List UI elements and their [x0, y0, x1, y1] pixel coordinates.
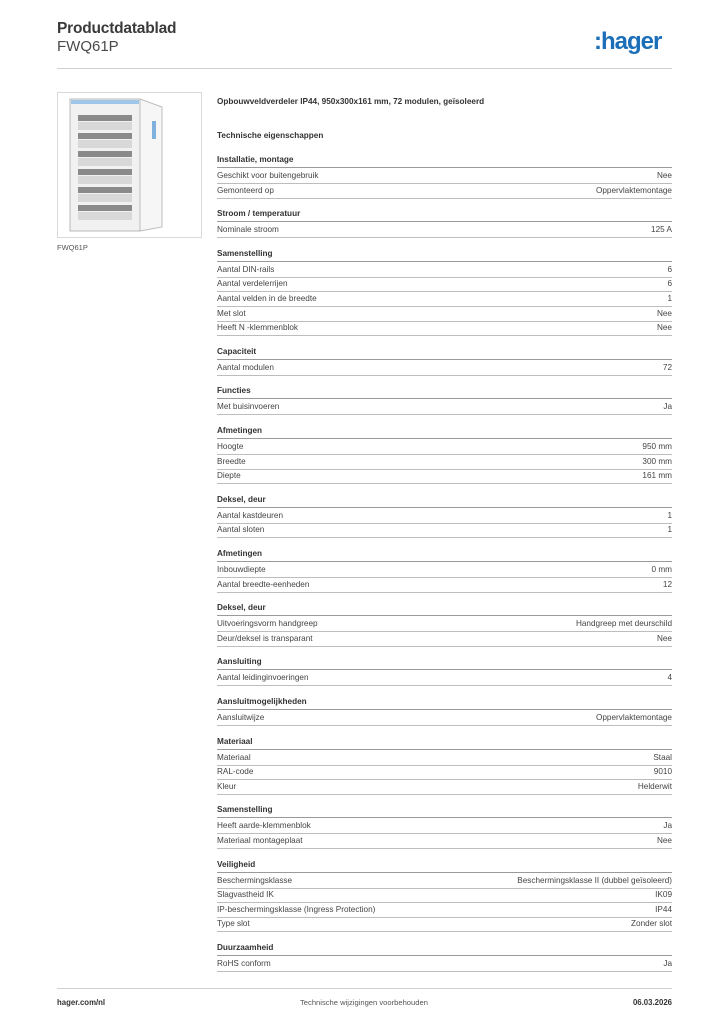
spec-label: Breedte: [217, 456, 246, 466]
spec-label: Aantal breedte-eenheden: [217, 579, 310, 589]
section-title: Veiligheid: [217, 859, 256, 869]
section-divider: [217, 507, 672, 508]
spec-value: 6: [667, 279, 672, 289]
spec-row: [217, 470, 672, 484]
spec-value: 1: [667, 510, 672, 520]
section-divider: [217, 359, 672, 360]
spec-label: Met buisinvoeren: [217, 402, 280, 412]
spec-label: Aantal kastdeuren: [217, 510, 283, 520]
spec-row: [217, 564, 672, 578]
spec-value: Handgreep met deurschild: [575, 619, 672, 629]
spec-label: Deur/deksel is transparant: [217, 633, 313, 643]
spec-row: [217, 510, 672, 524]
section-divider: [217, 438, 672, 439]
spec-row: [217, 170, 672, 184]
spec-row: [217, 618, 672, 632]
spec-value: Staal: [653, 752, 672, 762]
section-divider: [217, 221, 672, 222]
header-divider: [57, 68, 672, 69]
spec-label: Uitvoeringsvorm handgreep: [217, 619, 318, 629]
spec-value: Ja: [663, 402, 672, 412]
spec-row: [217, 712, 672, 726]
product-description: Opbouwveldverdeler IP44, 950x300x161 mm, 72 modulen, geïsoleerd: [217, 97, 485, 106]
spec-value: 1: [667, 294, 672, 303]
footer-notice: Technische wijzigingen voorbehouden: [300, 998, 428, 1007]
section-divider: [217, 709, 672, 710]
spec-row: [217, 835, 672, 849]
spec-label: Beschermingsklasse: [217, 875, 293, 885]
section-title: Stroom / temperatuur: [217, 209, 301, 219]
spec-label: Hoogte: [217, 442, 244, 451]
section-divider: [217, 872, 672, 873]
spec-value: Helderwit: [637, 781, 672, 791]
spec-row: [217, 904, 672, 918]
section-divider: [217, 167, 672, 168]
spec-label: Aantal leidinginvoeringen: [217, 673, 309, 683]
product-code: FWQ61P: [57, 38, 119, 55]
spec-row: [217, 456, 672, 470]
spec-row: [217, 579, 672, 593]
spec-value: IP44: [655, 904, 672, 914]
spec-label: Aantal verdelerrijen: [217, 279, 288, 289]
spec-value: 125 A: [651, 225, 672, 235]
spec-row: [217, 633, 672, 647]
spec-row: [217, 264, 672, 278]
spec-label: Gemonteerd op: [217, 185, 274, 195]
spec-row: [217, 362, 672, 376]
section-title: Installatie, montage: [217, 155, 294, 164]
footer-divider: [57, 988, 672, 989]
spec-value: Nee: [656, 171, 672, 180]
section-divider: [217, 398, 672, 399]
spec-value: Nee: [656, 323, 672, 333]
section-title: Materiaal: [217, 736, 253, 746]
spec-row: [217, 820, 672, 834]
spec-row: [217, 766, 672, 780]
spec-value: Beschermingsklasse II (dubbel geïsoleerd): [517, 875, 672, 885]
spec-label: Aantal velden in de breedte: [217, 294, 317, 303]
spec-label: Met slot: [217, 308, 246, 318]
section-title: Afmetingen: [217, 426, 263, 435]
section-title: Deksel, deur: [217, 494, 266, 504]
spec-label: RAL-code: [217, 767, 254, 777]
spec-value: Nee: [656, 836, 672, 845]
section-title: Aansluitmogelijkheden: [217, 697, 307, 706]
spec-row: [217, 958, 672, 972]
section-divider: [217, 749, 672, 750]
spec-value: IK09: [655, 890, 672, 900]
spec-label: RoHS conform: [217, 959, 271, 968]
spec-value: Nee: [656, 308, 672, 318]
spec-value: 161 mm: [642, 471, 672, 481]
section-title: Duurzaamheid: [217, 943, 274, 952]
section-divider: [217, 261, 672, 262]
spec-value: 300 mm: [642, 456, 672, 466]
spec-label: Kleur: [217, 781, 237, 791]
spec-label: Inbouwdiepte: [217, 565, 266, 574]
spec-value: Oppervlaktemontage: [595, 185, 672, 195]
section-title: Capaciteit: [217, 346, 257, 356]
cabinet-illustration: [58, 93, 201, 237]
spec-row: [217, 752, 672, 766]
spec-label: Aantal DIN-rails: [217, 264, 275, 274]
product-image: [57, 92, 202, 238]
section-divider: [217, 615, 672, 616]
spec-label: Aantal modulen: [217, 362, 274, 372]
section-title: Samenstelling: [217, 248, 273, 258]
spec-label: Geschikt voor buitengebruik: [217, 171, 319, 180]
spec-label: Heeft aarde-klemmenblok: [217, 821, 311, 831]
spec-value: 72: [662, 362, 672, 372]
section-divider: [217, 817, 672, 818]
image-caption: FWQ61P: [57, 243, 88, 252]
spec-row: [217, 918, 672, 932]
spec-label: Nominale stroom: [217, 225, 279, 235]
spec-value: 9010: [653, 767, 672, 777]
spec-row: [217, 401, 672, 415]
spec-label: Diepte: [217, 471, 241, 481]
spec-value: 950 mm: [642, 442, 672, 451]
spec-value: Ja: [663, 821, 672, 831]
spec-row: [217, 889, 672, 903]
spec-value: Zonder slot: [631, 919, 672, 929]
spec-label: Slagvastheid IK: [217, 890, 274, 900]
section-divider: [217, 669, 672, 670]
spec-row: [217, 308, 672, 322]
spec-row: [217, 322, 672, 336]
spec-label: Aansluitwijze: [217, 713, 265, 722]
footer-date: 06.03.2026: [632, 998, 672, 1007]
spec-row: [217, 278, 672, 292]
spec-row: [217, 672, 672, 686]
section-title: Functies: [217, 386, 251, 396]
spec-label: Type slot: [217, 919, 250, 929]
spec-value: Nee: [656, 633, 672, 643]
section-divider: [217, 561, 672, 562]
spec-row: [217, 224, 672, 238]
section-divider: [217, 955, 672, 956]
spec-label: Materiaal: [217, 752, 251, 762]
spec-value: 6: [667, 264, 672, 274]
section-title: Deksel, deur: [217, 603, 266, 613]
hager-logo: :hager: [594, 28, 662, 55]
section-title: Samenstelling: [217, 805, 273, 815]
spec-row: [217, 293, 672, 307]
spec-value: Oppervlaktemontage: [595, 713, 672, 722]
spec-value: 0 mm: [651, 565, 672, 574]
section-title: Afmetingen: [217, 549, 263, 558]
spec-row: [217, 441, 672, 455]
spec-row: [217, 781, 672, 795]
spec-label: Aantal sloten: [217, 525, 265, 535]
spec-row: [217, 875, 672, 889]
section-title: Aansluiting: [217, 657, 262, 667]
spec-value: Ja: [663, 959, 672, 968]
spec-label: Materiaal montageplaat: [217, 836, 303, 845]
footer-website: hager.com/nl: [57, 998, 106, 1007]
page-title: Productdatablad: [57, 20, 177, 37]
spec-row: [217, 524, 672, 538]
spec-row: [217, 185, 672, 199]
spec-value: 4: [667, 673, 672, 683]
spec-label: IP-beschermingsklasse (Ingress Protection): [217, 904, 376, 914]
spec-value: 12: [662, 579, 672, 589]
spec-label: Heeft N -klemmenblok: [217, 323, 298, 333]
spec-value: 1: [667, 525, 672, 535]
technical-properties-title: Technische eigenschappen: [217, 131, 324, 140]
